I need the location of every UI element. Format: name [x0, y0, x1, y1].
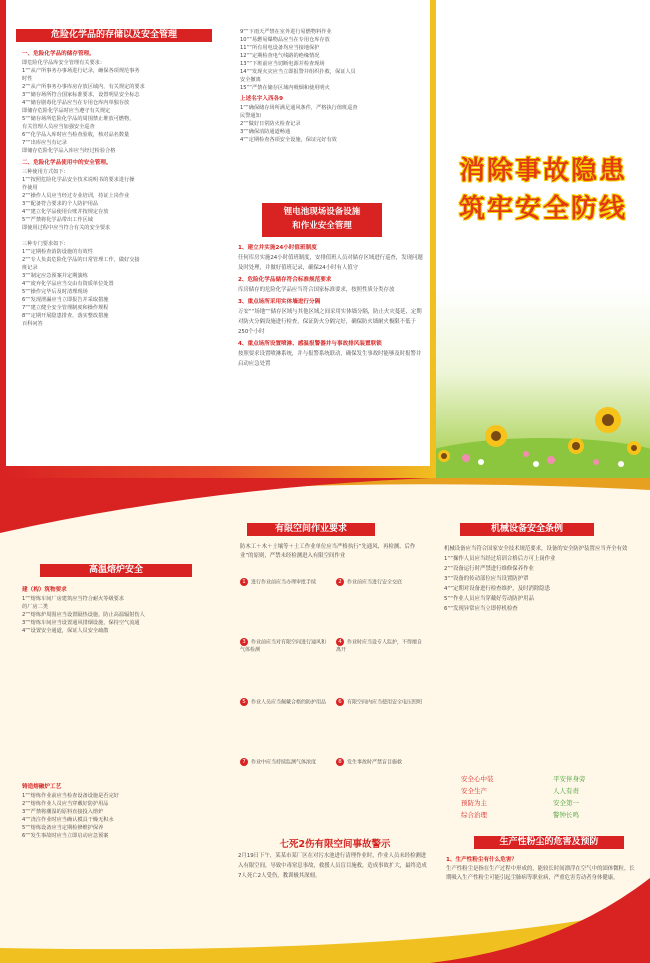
list-item: 4““浇注作业时应当确认模具干燥无积水 [22, 817, 114, 823]
machine-item: 5““作业人员应当穿戴好劳动防护用品 [444, 596, 534, 602]
top-sheet [0, 0, 650, 478]
step-text: 作业前应当对有限空间进行通风和气体检测 [240, 639, 327, 653]
storage-s2-title: 二、危险化学品使用中的安全管理。 [22, 160, 112, 166]
list-item: 11““所有用电设备均应当接地保护 [240, 45, 320, 51]
slogan-line: 综合治理 [461, 811, 487, 819]
list-item: 班记录 [22, 265, 38, 271]
confined-step [336, 638, 426, 654]
battery-column [238, 244, 424, 459]
battery-section-body: 万安““场地““储存区域与其他区域之间采用实体墙分隔，防止火灾蔓延，定期对防火分隔设施进行检查，保证防火分隔完好，确保防火墙耐火极限不低于250个小时 [238, 309, 422, 335]
slogan-line: 预防为主 [461, 799, 487, 807]
accident-body: 2月19日下午，某某市某厂区在对污水池进行清理作业时，作业人员未经检测进入有限空间，导致中毒窒息事故，救援人员盲目施救，造成事故扩大，最终造成7人死亡2人受伤，教训极其深刻。 [238, 853, 427, 879]
machine-item: 机械设备应当符合国家安全技术规范要求，设备的安全防护装置应当齐全有效 [444, 546, 628, 552]
furnace-column [22, 586, 222, 921]
list-item: 3““严禁将潮湿的原料直接投入熔炉 [22, 809, 104, 815]
list-item: 9““下雨天严禁在室外进行易燃物料作业 [240, 29, 332, 35]
storage-s2-list [22, 176, 218, 232]
list-item: 2““熔炼炉周围应当设置隔热设施，防止高温辐射伤人 [22, 612, 145, 618]
list-item: 12““定期检查电气线路的绝缘情况 [240, 53, 320, 59]
storage-s2-sub: 三种使用方式如下： [22, 169, 69, 175]
list-item: 1““按照危险化学品安全技术说明书的要求进行操 [22, 177, 135, 183]
confined-intro [240, 543, 428, 577]
list-item: 6““发现泄漏应当立即报告并采取措施 [22, 297, 109, 303]
accident-body-box [238, 851, 428, 913]
list-item: 15““严禁在储存区域内吸烟和使用明火 [240, 85, 330, 91]
list-item: 3““储存场所符合国家标准要求，设置明显安全标志 [22, 92, 140, 98]
slogan-line: 平安伴身旁 [553, 775, 586, 783]
left-stripe [0, 0, 6, 478]
step-text: 作业时应当设专人监护，不得擅自离开 [336, 639, 423, 653]
flower-meadow-illustration [436, 358, 650, 478]
furnace-s1-list [22, 595, 222, 635]
list-item: 4““废弃化学品应当交由有资质单位处置 [22, 281, 114, 287]
storage-s3-sub: 三种专门要求如下： [22, 241, 69, 247]
storage-s1-title: 一、危险化学品的储存管理。 [22, 51, 95, 57]
dust-column [446, 856, 640, 926]
furnace-title: 高温熔炉安全 [40, 564, 192, 577]
list-item: 8““定期开展隐患排查，落实整改措施 [22, 313, 109, 319]
list-item: 1““熔炼作业前应当检查设备设施是否完好 [22, 793, 119, 799]
machine-item: 3““设备的传动部位应当设置防护罩 [444, 576, 529, 582]
step-text: 作业人员应当佩戴合格的防护用品 [251, 699, 327, 706]
slogan-line: 安全心中装 [461, 775, 494, 783]
storage-column [22, 50, 218, 462]
step-text: 有限空间内应当使用安全电压照明 [347, 699, 423, 706]
storage-s3-list [22, 248, 218, 328]
mid-column [240, 28, 426, 168]
battery-title-1: 锂电池现场设备设施 [283, 207, 361, 217]
machine-item: 6““发现异常应当立即停机检查 [444, 606, 518, 612]
battery-section-title: 4、重点场所设置喷淋、感温报警器并与事故排风装置联锁 [238, 341, 382, 347]
battery-section-title: 3、重点场所采用实体墙进行分隔 [238, 299, 321, 305]
slogan-line: 人人有责 [553, 787, 579, 795]
list-item: 5““严禁将化学品带出工作区域 [22, 217, 93, 223]
machine-column [444, 544, 640, 774]
slogan-line: 安全生产 [461, 787, 487, 795]
storage-s1-sub: 即危险化学品库安全管理有关要求： [22, 60, 106, 66]
list-item: 6““化学品入库时应当检查验收，核对品名数量 [22, 132, 130, 138]
battery-section-body: 任何库房实施24小时值班制度，安排值班人员对储存区域进行巡查，发现问题及时处理，并做好值班记录，确保24小时有人值守 [238, 255, 423, 271]
furnace-s2-list [22, 792, 222, 840]
list-item: 4““建立化学品使用台账并按规定存放 [22, 209, 109, 215]
list-item: 民警通知 [240, 113, 261, 119]
step-number-badge: 7 [240, 758, 248, 766]
list-item: 2““熔炼作业人员应当穿戴好防护用品 [22, 801, 109, 807]
battery-section-title: 1、建立并实施24小时值班制度 [238, 245, 317, 251]
machine-item: 1““操作人员应当经过培训合格后方可上岗作业 [444, 556, 556, 562]
list-item: 即使用过程中应当符合有关的安全要求 [22, 225, 111, 231]
step-number-badge: 1 [240, 578, 248, 586]
list-item: 5““储存场所危险化学品的周围禁止堆放可燃物， [22, 116, 135, 122]
cover-title-line1: 消除事故隐患 [458, 156, 627, 186]
confined-step [240, 758, 330, 767]
slogan-line: 警钟长鸣 [553, 811, 579, 819]
list-item: 4““定期检查各项安全设施，保证完好有效 [240, 137, 337, 143]
list-item: 7““建立健全安全管理制度和操作规程 [22, 305, 109, 311]
bottom-gradient-bar [0, 466, 436, 478]
list-item: 4““设置安全通道，保证人员安全疏散 [22, 628, 109, 634]
confined-steps [240, 578, 430, 813]
list-item: 安全撤离 [240, 77, 261, 83]
mid-list [240, 28, 426, 92]
step-text: 作业中应当持续监测气体浓度 [251, 759, 317, 766]
list-item: 5““熔炼设备应当定期检修维护保养 [22, 825, 104, 831]
step-number-badge: 8 [336, 758, 344, 766]
list-item: 3““确保消防通道畅通 [240, 129, 291, 135]
confined-step [240, 698, 330, 707]
list-item: 2““操作人员应当经过专业培训，持证上岗作业 [22, 193, 130, 199]
machine-title: 机械设备安全条例 [460, 523, 594, 536]
furnace-s2-title: 铸造熔融炉工艺 [22, 784, 62, 790]
furnace-s1-title: 建（构）筑物要求 [22, 587, 67, 593]
list-item: 3““配备符合要求的个人防护用品 [22, 201, 99, 207]
confined-intro-text: 防木工＋木＋土壤等＋土工作业单位应当严格执行“先通风、再检测、后作业”的原则，严禁未经检测进入有限空间作业 [240, 544, 416, 559]
storage-title: 危险化学品的存储以及安全管理 [16, 29, 212, 42]
confined-step [336, 578, 426, 587]
list-item: 2““做好日常防火检查记录 [240, 121, 301, 127]
list-item: 6““发生事故时应当立即启动应急预案 [22, 833, 109, 839]
list-item: 2““专人负责危险化学品的日常管理工作，做好交接 [22, 257, 140, 263]
battery-section-body: 按照要求设置喷淋系统，并与报警系统联动，确保发生事故时能够及时报警并启动应急处置 [238, 351, 422, 367]
list-item: 的厂房二类 [22, 604, 48, 610]
list-item: 有关管理人员应当加强安全巡查 [22, 124, 95, 130]
machine-item: 4““定期对设备进行检查维护，及时消除隐患 [444, 586, 551, 592]
list-item: 1““定期检查消防设施的有效性 [22, 249, 93, 255]
battery-title-box [262, 203, 382, 237]
list-item: 1““熔炼车间厂房建筑应当符合耐火等级要求 [22, 596, 125, 602]
storage-s1-list [22, 67, 218, 155]
confined-step [336, 698, 426, 707]
step-text: 发生事故时严禁盲目施救 [347, 759, 403, 766]
slogan-line: 安全第一 [553, 799, 579, 807]
list-item: 3““熔炼车间应当设置通风排烟设施，保持空气流通 [22, 620, 140, 626]
confined-step [240, 578, 330, 587]
step-text: 进行作业前应当办理审批手续 [251, 579, 317, 586]
step-number-badge: 6 [336, 698, 344, 706]
list-item: 7““出库应当有记录 [22, 140, 67, 146]
dust-title: 生产性粉尘的危害及预防 [474, 836, 624, 849]
battery-section-title: 2、危险化学品储存符合标准规范要求 [238, 277, 332, 283]
list-item: 4““储存剧毒化学品应当在专用仓库内单独存放 [22, 100, 130, 106]
cover-panel [436, 0, 650, 478]
safety-slogans [455, 775, 635, 830]
list-item: 作使用 [22, 185, 38, 191]
confined-title: 有限空间作业要求 [247, 523, 375, 536]
list-item: 2““从产所事务办事库房存放区域内，有关规定的要求 [22, 84, 145, 90]
list-item: 3““制定应急预案并定期演练 [22, 273, 88, 279]
step-number-badge: 3 [240, 638, 248, 646]
machine-item: 2““设备运行时严禁进行维修保养作业 [444, 566, 534, 572]
list-item: 14““发现火灾应当立即报警并组织扑救，保证人员 [240, 69, 356, 75]
accident-title: 七死2伤有限空间事故警示 [279, 839, 391, 850]
cover-title-line2: 筑牢安全防线 [458, 194, 627, 224]
list-item: 10““易燃易爆物品应当在专用仓库存放 [240, 37, 330, 43]
battery-title-2: 和作业安全管理 [292, 221, 352, 231]
list-item: 1““确保储存场所满足通风条件，严格执行值班巡查 [240, 105, 358, 111]
confined-step [336, 758, 426, 767]
dust-s1-title: 1、生产性粉尘有什么危害？ [446, 857, 518, 863]
confined-step [240, 638, 330, 654]
step-number-badge: 4 [336, 638, 344, 646]
bottom-sheet [0, 478, 650, 963]
step-number-badge: 2 [336, 578, 344, 586]
mid-s2-title: 上述名字入西各9 [240, 96, 284, 102]
list-item: 即储存危险化学品时应当遵守有关规定 [22, 108, 111, 114]
list-item: 1““从产所事务办事场进行记录，确保各项规范事务 [22, 68, 140, 74]
mid-s2-list [240, 104, 426, 144]
list-item: 13““下班前应当切断电源并检查现场 [240, 61, 325, 67]
dust-body: 生产性粉尘是指在生产过程中形成的，能较长时间漂浮在空气中的固体微粒。长期吸入生产性粉尘可能引起尘肺病等职业病，严重危害劳动者身体健康。 [446, 866, 635, 881]
step-number-badge: 5 [240, 698, 248, 706]
list-item: 时性 [22, 76, 33, 82]
list-item: 百科问答 [22, 321, 43, 327]
list-item: 即储存危险化学品入库应当经过检验合格 [22, 148, 116, 154]
step-text: 作业前应当进行安全交底 [347, 579, 403, 586]
battery-section-body: 库房储存的危险化学品应当符合国家标准要求，按照性质分类存放 [238, 287, 395, 293]
list-item: 5““操作完毕后及时清理现场 [22, 289, 88, 295]
